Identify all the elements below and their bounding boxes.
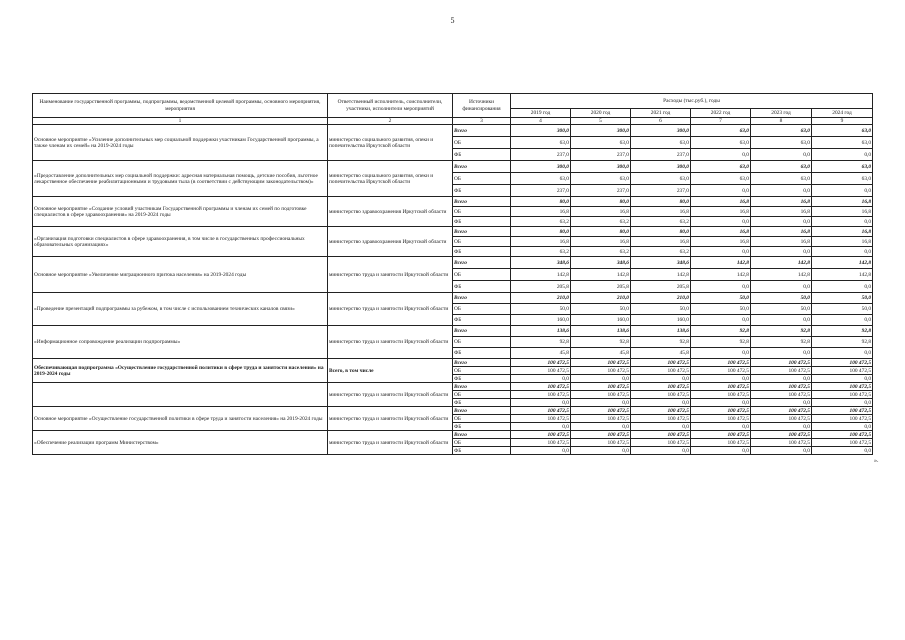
expense-value-cell: 138,6 [511, 326, 571, 337]
expense-value-cell: 63,0 [511, 173, 571, 185]
expense-value-cell: 142,8 [691, 257, 751, 269]
funding-source-cell: ФБ [453, 423, 511, 431]
expense-value-cell: 142,8 [631, 269, 691, 281]
responsible-cell: министерство социального развития, опеки и попечительства Иркутской области [328, 161, 453, 197]
program-name-cell: «Организация подготовки специалистов в сфере здравоохранения, в том числе в государственных профессиональных образовательных организациях» [33, 227, 328, 257]
table-row [33, 431, 873, 439]
expense-value-cell: 100 472,5 [511, 415, 571, 423]
expense-value-cell: 100 472,5 [571, 407, 631, 415]
expense-value-cell: 100 472,5 [631, 359, 691, 367]
expense-value-cell: 63,0 [691, 173, 751, 185]
expense-value-cell: 0,0 [812, 149, 873, 161]
expense-value-cell: 0,0 [812, 185, 873, 197]
expense-value-cell: 16,8 [511, 237, 571, 247]
expense-value-cell: 50,0 [691, 293, 751, 304]
expense-value-cell: 63,0 [691, 125, 751, 137]
responsible-cell: министерство труда и занятости Иркутской области [328, 293, 453, 326]
expense-value-cell: 205,8 [511, 281, 571, 293]
expense-value-cell: 142,8 [511, 269, 571, 281]
funding-source-cell: Всего [453, 125, 511, 137]
expense-value-cell: 80,0 [511, 197, 571, 207]
funding-source-cell: ФБ [453, 149, 511, 161]
expense-value-cell: 63,0 [631, 173, 691, 185]
header-year: 2019 год [511, 109, 571, 118]
expense-value-cell: 100 472,5 [812, 383, 873, 391]
expense-value-cell: 63,0 [751, 137, 812, 149]
expense-value-cell: 92,8 [812, 337, 873, 348]
funding-source-cell: Всего [453, 383, 511, 391]
expense-value-cell: 0,0 [812, 447, 873, 455]
expense-value-cell: 210,0 [571, 293, 631, 304]
expense-value-cell: 16,8 [691, 207, 751, 217]
expense-value-cell: 100 472,5 [571, 359, 631, 367]
responsible-cell: министерство труда и занятости Иркутской области [328, 326, 453, 359]
expense-value-cell: 0,0 [751, 315, 812, 326]
funding-source-cell: Всего [453, 293, 511, 304]
expense-value-cell: 100 472,5 [751, 383, 812, 391]
funding-source-cell: ФБ [453, 399, 511, 407]
expense-value-cell: 0,0 [812, 315, 873, 326]
expense-value-cell: 100 472,5 [691, 391, 751, 399]
expense-value-cell: 237,0 [631, 185, 691, 197]
expense-value-cell: 63,2 [631, 247, 691, 257]
expense-value-cell: 63,2 [511, 247, 571, 257]
expense-value-cell: 0,0 [751, 247, 812, 257]
expense-value-cell: 92,8 [631, 337, 691, 348]
expense-value-cell: 100 472,5 [511, 367, 571, 375]
expense-value-cell: 0,0 [631, 423, 691, 431]
expense-value-cell: 0,0 [812, 399, 873, 407]
expense-value-cell: 0,0 [812, 348, 873, 359]
expense-value-cell: 63,0 [812, 173, 873, 185]
expense-value-cell: 80,0 [631, 227, 691, 237]
program-name-cell [33, 383, 328, 407]
expense-value-cell: 100 472,5 [751, 431, 812, 439]
expense-value-cell: 0,0 [691, 217, 751, 227]
column-number: 9 [812, 118, 873, 125]
header-year: 2024 год [812, 109, 873, 118]
funding-source-cell: ФБ [453, 281, 511, 293]
expense-value-cell: 100 472,5 [511, 431, 571, 439]
funding-source-cell: ОБ [453, 304, 511, 315]
expense-value-cell: 0,0 [751, 348, 812, 359]
expense-value-cell: 16,8 [571, 207, 631, 217]
expense-value-cell: 0,0 [571, 375, 631, 383]
expense-value-cell: 0,0 [691, 247, 751, 257]
expense-value-cell: 100 472,5 [751, 415, 812, 423]
responsible-cell: Всего, в том числе [328, 359, 453, 383]
expense-value-cell: 0,0 [691, 348, 751, 359]
table-row [33, 257, 873, 269]
expense-value-cell: 210,0 [631, 293, 691, 304]
expense-value-cell: 0,0 [511, 399, 571, 407]
funding-source-cell: Всего [453, 161, 511, 173]
expense-value-cell: 0,0 [631, 399, 691, 407]
expense-value-cell: 100 472,5 [571, 431, 631, 439]
closing-quote-mark: ». [874, 458, 879, 464]
expense-value-cell: 0,0 [812, 375, 873, 383]
expense-value-cell: 100 472,5 [631, 415, 691, 423]
expense-value-cell: 80,0 [571, 227, 631, 237]
expense-value-cell: 100 472,5 [631, 367, 691, 375]
table-row [33, 197, 873, 207]
expense-value-cell: 142,8 [571, 269, 631, 281]
program-name-cell: Основное мероприятие «Создание условий участникам Государственной программы и членам их семей по подготовке специалистов в сфере здравоохранения» на 2019-2024 годы [33, 197, 328, 227]
expense-value-cell: 0,0 [812, 423, 873, 431]
expense-value-cell: 160,0 [511, 315, 571, 326]
table-row [33, 125, 873, 137]
expense-value-cell: 300,0 [571, 125, 631, 137]
expense-value-cell: 63,0 [751, 173, 812, 185]
header-expenses: Расходы (тыс.руб.), годы [511, 94, 873, 109]
expense-value-cell: 80,0 [631, 197, 691, 207]
expense-value-cell: 100 472,5 [691, 439, 751, 447]
table-row [33, 383, 873, 391]
expense-value-cell: 100 472,5 [511, 407, 571, 415]
expense-value-cell: 0,0 [751, 217, 812, 227]
program-name-cell: «Обеспечение реализации программ Министерством» [33, 431, 328, 455]
expense-value-cell: 0,0 [812, 281, 873, 293]
page-number: 5 [450, 16, 455, 25]
expense-value-cell: 80,0 [571, 197, 631, 207]
funding-source-cell: ОБ [453, 337, 511, 348]
expense-value-cell: 16,8 [751, 197, 812, 207]
expense-value-cell: 63,0 [751, 161, 812, 173]
funding-source-cell: ФБ [453, 217, 511, 227]
expense-value-cell: 63,2 [631, 217, 691, 227]
expense-value-cell: 63,0 [511, 137, 571, 149]
expense-value-cell: 50,0 [691, 304, 751, 315]
expense-value-cell: 0,0 [751, 149, 812, 161]
expense-value-cell: 0,0 [691, 423, 751, 431]
expense-value-cell: 0,0 [751, 399, 812, 407]
responsible-cell: министерство социального развития, опеки и попечительства Иркутской области [328, 125, 453, 161]
column-number: 6 [631, 118, 691, 125]
table-row [33, 161, 873, 173]
expense-value-cell: 100 472,5 [691, 367, 751, 375]
funding-source-cell: ОБ [453, 173, 511, 185]
funding-source-cell: ФБ [453, 185, 511, 197]
expense-value-cell: 50,0 [812, 293, 873, 304]
column-number: 8 [751, 118, 812, 125]
funding-source-cell: ОБ [453, 415, 511, 423]
expense-value-cell: 100 472,5 [691, 415, 751, 423]
expense-value-cell: 92,8 [511, 337, 571, 348]
expense-value-cell: 100 472,5 [511, 439, 571, 447]
expense-value-cell: 16,8 [751, 237, 812, 247]
expense-value-cell: 0,0 [751, 375, 812, 383]
expense-value-cell: 100 472,5 [631, 407, 691, 415]
responsible-cell: министерство труда и занятости Иркутской области [328, 257, 453, 293]
expense-value-cell: 100 472,5 [571, 383, 631, 391]
header-source: Источники финансирования [453, 94, 511, 118]
expense-value-cell: 0,0 [571, 447, 631, 455]
expense-value-cell: 300,0 [631, 125, 691, 137]
expense-value-cell: 100 472,5 [691, 359, 751, 367]
expense-value-cell: 100 472,5 [631, 391, 691, 399]
expense-value-cell: 142,8 [812, 269, 873, 281]
expense-value-cell: 45,8 [571, 348, 631, 359]
program-name-cell: Основное мероприятие «Осуществление государственной политики в сфере труда и занятости населения» на 2019-2024 годы [33, 407, 328, 431]
header-responsible: Ответственный исполнитель, соисполнители, участники, исполнители мероприятий [328, 94, 453, 118]
expense-value-cell: 100 472,5 [751, 407, 812, 415]
program-name-cell: «Предоставление дополнительных мер социальной поддержки: адресная материальная помощь, детские пособия, льготное лекарственное обеспечение реабилитационными и трудовыми тыла (в соответствии с действующим законодательством)» [33, 161, 328, 197]
expense-value-cell: 205,8 [631, 281, 691, 293]
header-year: 2023 год [751, 109, 812, 118]
program-name-cell: «Информационное сопровождение реализации подпрограммы» [33, 326, 328, 359]
expense-value-cell: 0,0 [691, 315, 751, 326]
expense-value-cell: 63,0 [751, 125, 812, 137]
funding-source-cell: ФБ [453, 447, 511, 455]
expense-value-cell: 210,0 [511, 293, 571, 304]
expense-value-cell: 16,8 [812, 227, 873, 237]
expense-value-cell: 0,0 [691, 185, 751, 197]
expense-value-cell: 0,0 [511, 447, 571, 455]
responsible-cell: министерство труда и занятости Иркутской области [328, 383, 453, 407]
expense-value-cell: 300,0 [631, 161, 691, 173]
expense-value-cell: 0,0 [812, 247, 873, 257]
expense-value-cell: 16,8 [691, 227, 751, 237]
expense-value-cell: 100 472,5 [812, 367, 873, 375]
expense-value-cell: 142,8 [812, 257, 873, 269]
expense-value-cell: 0,0 [631, 447, 691, 455]
expense-value-cell: 100 472,5 [571, 415, 631, 423]
expense-value-cell: 100 472,5 [631, 383, 691, 391]
expense-value-cell: 237,0 [571, 149, 631, 161]
expense-value-cell: 100 472,5 [812, 415, 873, 423]
expense-value-cell: 100 472,5 [631, 431, 691, 439]
expense-value-cell: 348,6 [571, 257, 631, 269]
expense-value-cell: 45,8 [511, 348, 571, 359]
expense-value-cell: 16,8 [751, 207, 812, 217]
expense-value-cell: 63,2 [571, 217, 631, 227]
expense-value-cell: 92,8 [571, 337, 631, 348]
expense-value-cell: 100 472,5 [691, 407, 751, 415]
expense-value-cell: 0,0 [751, 447, 812, 455]
header-year: 2022 год [691, 109, 751, 118]
funding-source-cell: ОБ [453, 207, 511, 217]
expense-value-cell: 237,0 [511, 149, 571, 161]
responsible-cell: министерство здравоохранения Иркутской области [328, 197, 453, 227]
expense-value-cell: 237,0 [571, 185, 631, 197]
expense-value-cell: 16,8 [691, 237, 751, 247]
expense-value-cell: 92,8 [691, 337, 751, 348]
responsible-cell: министерство труда и занятости Иркутской области [328, 431, 453, 455]
expense-value-cell: 348,6 [631, 257, 691, 269]
funding-source-cell: Всего [453, 431, 511, 439]
funding-source-cell: ОБ [453, 391, 511, 399]
expense-value-cell: 160,0 [631, 315, 691, 326]
expense-value-cell: 100 472,5 [511, 391, 571, 399]
column-number: 7 [691, 118, 751, 125]
funding-source-cell: ФБ [453, 315, 511, 326]
expense-value-cell: 63,2 [511, 217, 571, 227]
expense-value-cell: 63,0 [812, 161, 873, 173]
expense-value-cell: 0,0 [751, 281, 812, 293]
expense-value-cell: 45,8 [631, 348, 691, 359]
table-row [33, 407, 873, 415]
expense-value-cell: 142,8 [751, 257, 812, 269]
column-number: 4 [511, 118, 571, 125]
expense-value-cell: 16,8 [631, 207, 691, 217]
expense-value-cell: 348,6 [511, 257, 571, 269]
expense-value-cell: 100 472,5 [691, 431, 751, 439]
expense-value-cell: 16,8 [751, 227, 812, 237]
header-name: Наименование государственной программы, подпрограммы, ведомственной целевой программы, основного мероприятия, мероприятия [33, 94, 328, 118]
expense-value-cell: 138,6 [571, 326, 631, 337]
column-number: 3 [453, 118, 511, 125]
program-name-cell: Основное мероприятие «Усиление дополнительных мер социальной поддержки участникам Государственной программы, а также членам их семей» на 2019-2024 годы [33, 125, 328, 161]
expense-value-cell: 16,8 [812, 197, 873, 207]
expense-value-cell: 16,8 [571, 237, 631, 247]
funding-source-cell: ОБ [453, 439, 511, 447]
table-row [33, 227, 873, 237]
expense-value-cell: 142,8 [691, 269, 751, 281]
expense-value-cell: 50,0 [631, 304, 691, 315]
budget-body [33, 125, 873, 455]
expense-value-cell: 0,0 [691, 281, 751, 293]
expense-value-cell: 300,0 [511, 125, 571, 137]
expense-value-cell: 63,0 [691, 137, 751, 149]
table-row [33, 293, 873, 304]
expense-value-cell: 0,0 [511, 375, 571, 383]
expense-value-cell: 142,8 [751, 269, 812, 281]
expense-value-cell: 63,0 [812, 125, 873, 137]
expense-value-cell: 100 472,5 [812, 391, 873, 399]
funding-source-cell: Всего [453, 197, 511, 207]
expense-value-cell: 16,8 [631, 237, 691, 247]
funding-source-cell: ФБ [453, 375, 511, 383]
expense-value-cell: 50,0 [812, 304, 873, 315]
expense-value-cell: 63,0 [631, 137, 691, 149]
expense-value-cell: 63,0 [571, 137, 631, 149]
expense-value-cell: 63,0 [812, 137, 873, 149]
funding-source-cell: ФБ [453, 247, 511, 257]
header-year: 2020 год [571, 109, 631, 118]
expense-value-cell: 92,8 [812, 326, 873, 337]
funding-source-cell: Всего [453, 227, 511, 237]
expense-value-cell: 63,0 [691, 161, 751, 173]
column-number-row [33, 118, 873, 125]
header-year: 2021 год [631, 109, 691, 118]
expense-value-cell: 0,0 [691, 149, 751, 161]
funding-source-cell: Всего [453, 257, 511, 269]
funding-source-cell: ОБ [453, 367, 511, 375]
expense-value-cell: 100 472,5 [751, 439, 812, 447]
expense-value-cell: 0,0 [511, 423, 571, 431]
expense-value-cell: 63,2 [571, 247, 631, 257]
funding-source-cell: ОБ [453, 137, 511, 149]
funding-source-cell: ОБ [453, 269, 511, 281]
expense-value-cell: 100 472,5 [812, 359, 873, 367]
expense-value-cell: 0,0 [571, 399, 631, 407]
funding-source-cell: ОБ [453, 237, 511, 247]
expense-value-cell: 80,0 [511, 227, 571, 237]
expense-value-cell: 16,8 [812, 237, 873, 247]
expense-value-cell: 92,8 [691, 326, 751, 337]
expense-value-cell: 205,8 [571, 281, 631, 293]
program-name-cell: «Проведение презентаций подпрограммы за рубежом, в том числе с использованием технических каналов связи» [33, 293, 328, 326]
expense-value-cell: 100 472,5 [751, 359, 812, 367]
column-number: 5 [571, 118, 631, 125]
expense-value-cell: 100 472,5 [812, 407, 873, 415]
expense-value-cell: 100 472,5 [812, 431, 873, 439]
expense-value-cell: 100 472,5 [571, 439, 631, 447]
expense-value-cell: 100 472,5 [571, 391, 631, 399]
expense-value-cell: 0,0 [751, 185, 812, 197]
expense-value-cell: 16,8 [691, 197, 751, 207]
expense-value-cell: 16,8 [812, 207, 873, 217]
expense-value-cell: 0,0 [691, 399, 751, 407]
expense-value-cell: 100 472,5 [631, 439, 691, 447]
expense-value-cell: 50,0 [751, 293, 812, 304]
expense-value-cell: 237,0 [511, 185, 571, 197]
expense-value-cell: 0,0 [751, 423, 812, 431]
responsible-cell: министерство здравоохранения Иркутской области [328, 227, 453, 257]
expense-value-cell: 0,0 [691, 447, 751, 455]
budget-table [32, 93, 873, 455]
program-name-cell: Основное мероприятие «Увеличение миграционного притока населения» на 2019-2024 годы [33, 257, 328, 293]
funding-source-cell: Всего [453, 407, 511, 415]
expense-value-cell: 0,0 [571, 423, 631, 431]
expense-value-cell: 63,0 [571, 173, 631, 185]
table-row [33, 326, 873, 337]
program-name-cell: Обеспечивающая подпрограмма «Осуществление государственной политики в сфере труда и занятости населения» на 2019-2024 годы [33, 359, 328, 383]
expense-value-cell: 138,6 [631, 326, 691, 337]
funding-source-cell: Всего [453, 359, 511, 367]
expense-value-cell: 100 472,5 [751, 367, 812, 375]
expense-value-cell: 237,0 [631, 149, 691, 161]
expense-value-cell: 92,8 [751, 326, 812, 337]
expense-value-cell: 100 472,5 [571, 367, 631, 375]
table-row [33, 359, 873, 367]
funding-source-cell: Всего [453, 326, 511, 337]
responsible-cell: министерство труда и занятости Иркутской области [328, 407, 453, 431]
expense-value-cell: 0,0 [631, 375, 691, 383]
column-number: 1 [33, 118, 328, 125]
expense-value-cell: 16,8 [511, 207, 571, 217]
column-number: 2 [328, 118, 453, 125]
expense-value-cell: 100 472,5 [812, 439, 873, 447]
expense-value-cell: 300,0 [511, 161, 571, 173]
expense-value-cell: 100 472,5 [511, 383, 571, 391]
expense-value-cell: 50,0 [571, 304, 631, 315]
expense-value-cell: 160,0 [571, 315, 631, 326]
expense-value-cell: 100 472,5 [691, 383, 751, 391]
expense-value-cell: 50,0 [751, 304, 812, 315]
expense-value-cell: 0,0 [691, 375, 751, 383]
expense-value-cell: 300,0 [571, 161, 631, 173]
expense-value-cell: 50,0 [511, 304, 571, 315]
expense-value-cell: 0,0 [812, 217, 873, 227]
expense-value-cell: 100 472,5 [751, 391, 812, 399]
expense-value-cell: 92,8 [751, 337, 812, 348]
funding-source-cell: ФБ [453, 348, 511, 359]
expense-value-cell: 100 472,5 [511, 359, 571, 367]
